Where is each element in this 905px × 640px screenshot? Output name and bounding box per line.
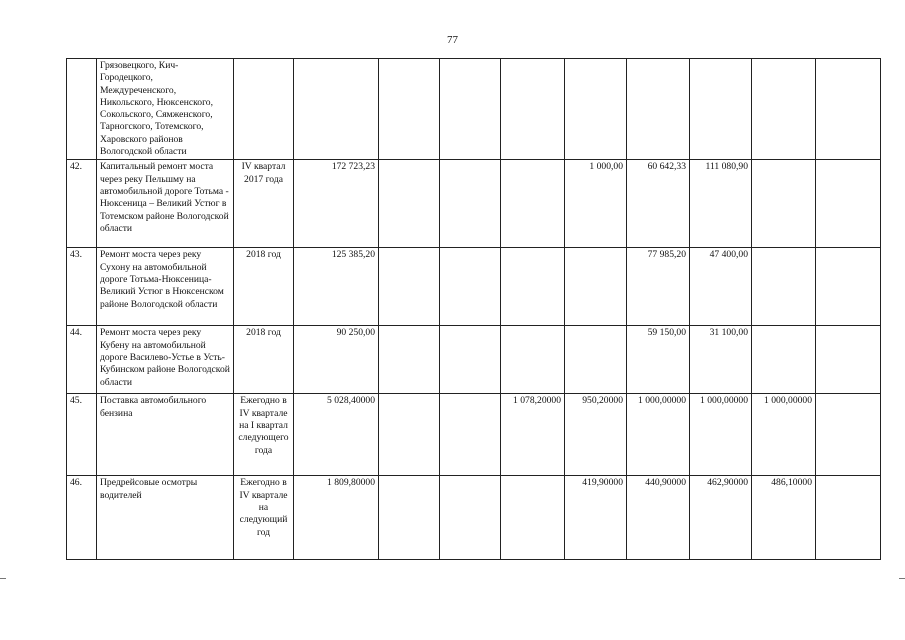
term-cell: Ежегодно в IV квартале на следующий год: [234, 476, 294, 560]
amount-cell: [816, 394, 881, 476]
amount-cell: [816, 326, 881, 394]
amount-cell: 462,90000: [690, 476, 752, 560]
amount-cell: [501, 326, 565, 394]
right-edge-mark: [899, 578, 905, 579]
amount-cell: [379, 59, 440, 160]
row-number: 46.: [67, 476, 97, 560]
page-number: 77: [447, 34, 458, 46]
amount-cell: [752, 59, 816, 160]
amount-cell: [752, 326, 816, 394]
amount-cell: 1 078,20000: [501, 394, 565, 476]
item-name: Поставка автомобильного бензина: [97, 394, 234, 476]
amount-cell: [627, 59, 690, 160]
term-cell: 2018 год: [234, 248, 294, 326]
amount-cell: 60 642,33: [627, 160, 690, 248]
item-name: Ремонт моста через реку Сухону на автомобильной дороге Тотьма-Нюксеница-Великий Устюг в Нюксенском районе Вологодской области: [97, 248, 234, 326]
amount-cell: 486,10000: [752, 476, 816, 560]
amount-cell: [379, 326, 440, 394]
table-row: [67, 59, 881, 160]
amount-cell: 1 000,00000: [690, 394, 752, 476]
term-cell: IV квартал 2017 года: [234, 160, 294, 248]
table-row: [67, 248, 881, 326]
amount-cell: 950,20000: [565, 394, 627, 476]
table-row: [67, 394, 881, 476]
total-cell: 1 809,80000: [294, 476, 379, 560]
term-cell: 2018 год: [234, 326, 294, 394]
amount-cell: 1 000,00000: [752, 394, 816, 476]
amount-cell: [501, 476, 565, 560]
amount-cell: [379, 248, 440, 326]
total-cell: [294, 59, 379, 160]
amount-cell: [565, 59, 627, 160]
row-number: 45.: [67, 394, 97, 476]
contracts-table: [66, 58, 881, 560]
amount-cell: [440, 160, 501, 248]
amount-cell: [440, 476, 501, 560]
total-cell: 125 385,20: [294, 248, 379, 326]
row-number: 44.: [67, 326, 97, 394]
amount-cell: [501, 248, 565, 326]
amount-cell: [501, 160, 565, 248]
amount-cell: [690, 59, 752, 160]
total-cell: 172 723,23: [294, 160, 379, 248]
amount-cell: [440, 326, 501, 394]
table-row: [67, 326, 881, 394]
term-cell: [234, 59, 294, 160]
row-number: [67, 59, 97, 160]
amount-cell: [440, 394, 501, 476]
amount-cell: 47 400,00: [690, 248, 752, 326]
row-number: 42.: [67, 160, 97, 248]
left-edge-mark: [0, 578, 6, 579]
table-row: [67, 160, 881, 248]
amount-cell: 77 985,20: [627, 248, 690, 326]
amount-cell: 59 150,00: [627, 326, 690, 394]
total-cell: 90 250,00: [294, 326, 379, 394]
item-name: Ремонт моста через реку Кубену на автомобильной дороге Василево-Устье в Усть-Кубинском районе Вологодской области: [97, 326, 234, 394]
amount-cell: 1 000,00: [565, 160, 627, 248]
amount-cell: [501, 59, 565, 160]
row-number: 43.: [67, 248, 97, 326]
amount-cell: 1 000,00000: [627, 394, 690, 476]
amount-cell: [565, 248, 627, 326]
amount-cell: [440, 248, 501, 326]
amount-cell: [816, 248, 881, 326]
amount-cell: [816, 160, 881, 248]
total-cell: 5 028,40000: [294, 394, 379, 476]
amount-cell: [752, 160, 816, 248]
amount-cell: [379, 394, 440, 476]
item-name: Грязовецкого, Кич-Городецкого, Междуреченского, Никольского, Нюксенского, Сокольского, Сямженского, Тарногского, Тотемского, Харовского районов Вологодской области: [97, 59, 234, 160]
item-name: Предрейсовые осмотры водителей: [97, 476, 234, 560]
amount-cell: 419,90000: [565, 476, 627, 560]
amount-cell: 440,90000: [627, 476, 690, 560]
amount-cell: 111 080,90: [690, 160, 752, 248]
term-cell: Ежегодно в IV квартале на I квартал следующего года: [234, 394, 294, 476]
amount-cell: [440, 59, 501, 160]
amount-cell: [816, 59, 881, 160]
amount-cell: [565, 326, 627, 394]
item-name: Капитальный ремонт моста через реку Пельшму на автомобильной дороге Тотьма - Нюксеница – Великий Устюг в Тотемском районе Вологодской области: [97, 160, 234, 248]
amount-cell: [816, 476, 881, 560]
table-row: [67, 476, 881, 560]
amount-cell: [379, 476, 440, 560]
amount-cell: [379, 160, 440, 248]
amount-cell: 31 100,00: [690, 326, 752, 394]
amount-cell: [752, 248, 816, 326]
